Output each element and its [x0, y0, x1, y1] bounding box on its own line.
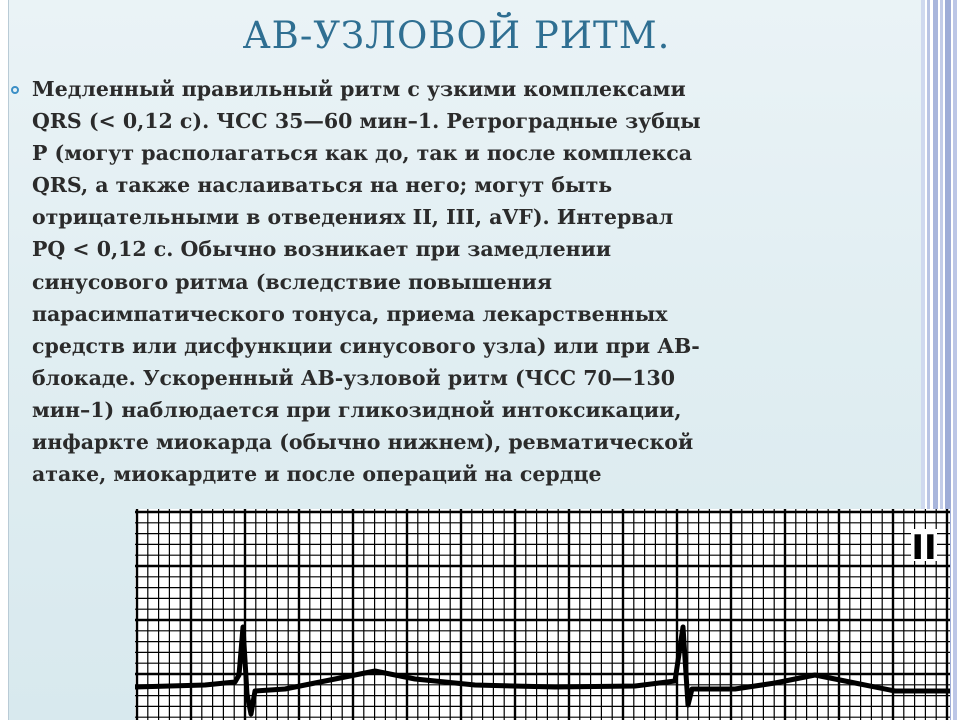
ecg-lead-label: II	[911, 528, 937, 568]
bullet-icon	[11, 86, 19, 94]
slide-title: АВ-УЗЛОВОЙ РИТМ.	[242, 14, 671, 57]
slide-body-text: Медленный правильный ритм с узкими комплексами QRS (< 0,12 с). ЧСС 35—60 мин–1. Ретроградные зубцы Р (могут располагаться как до, так и после комплекса QRS, а также наслаиваться на него; могут быть отрицательными в отведениях II, III, aVF). Интервал PQ < 0,12 с. Обычно возникает при замедлении синусового ритма (вследствие повышения парасимпатического тонуса, приема лекарственных средств или дисфункции синусового узла) или при АВ- блокаде. Ускоренный АВ-узловой ритм (ЧСС 70—130 мин–1) наблюдается при гликозидной интоксикации, инфаркте миокарда (обычно нижнем), ревматической атаке, миокардите и после операций на сердце	[32, 77, 701, 487]
ecg-strip	[135, 509, 950, 720]
